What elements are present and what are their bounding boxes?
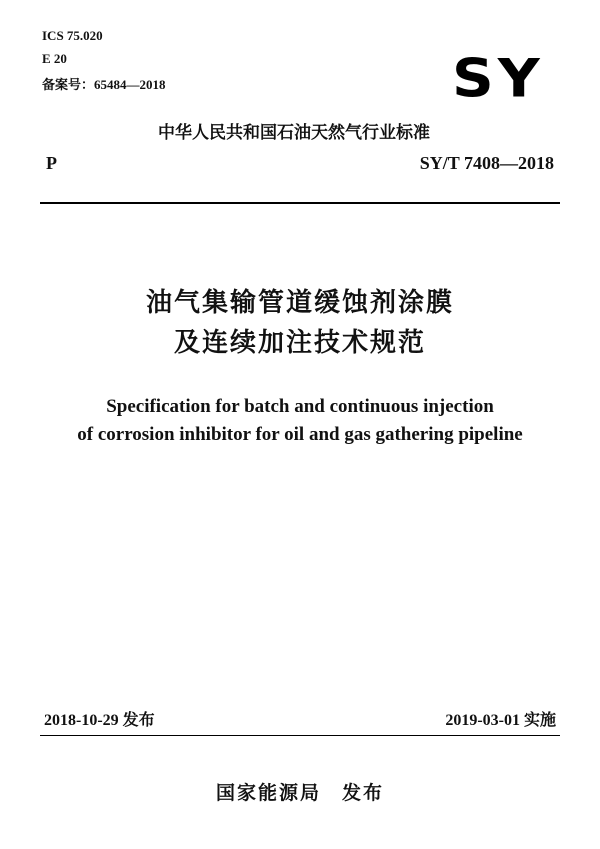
sy-logo: SY bbox=[452, 48, 544, 110]
ccs-code: E 20 bbox=[42, 51, 67, 66]
ics-code: ICS 75.020 bbox=[42, 28, 103, 43]
title-cn-line1: 油气集输管道缓蚀剂涂膜 bbox=[145, 288, 454, 318]
footer-divider bbox=[40, 735, 560, 736]
title-en-line2: of corrosion inhibitor for oil and gas gathering pipeline bbox=[77, 424, 523, 445]
record-number: 备案号：65484—2018 bbox=[42, 77, 166, 92]
title-en-line1: Specification for batch and continuous injection bbox=[106, 396, 494, 417]
header-divider bbox=[40, 202, 560, 204]
title-cn-line2: 及连续加注技术规范 bbox=[173, 328, 426, 358]
issuing-authority: 国家能源局 发布 bbox=[215, 782, 384, 804]
implement-date: 2019-03-01 实施 bbox=[445, 712, 556, 729]
category-code: P bbox=[46, 153, 57, 173]
publish-date: 2018-10-29 发布 bbox=[44, 712, 155, 729]
standard-organization: 中华人民共和国石油天然气行业标准 bbox=[158, 123, 430, 143]
standard-number: SY/T 7408—2018 bbox=[419, 153, 554, 173]
